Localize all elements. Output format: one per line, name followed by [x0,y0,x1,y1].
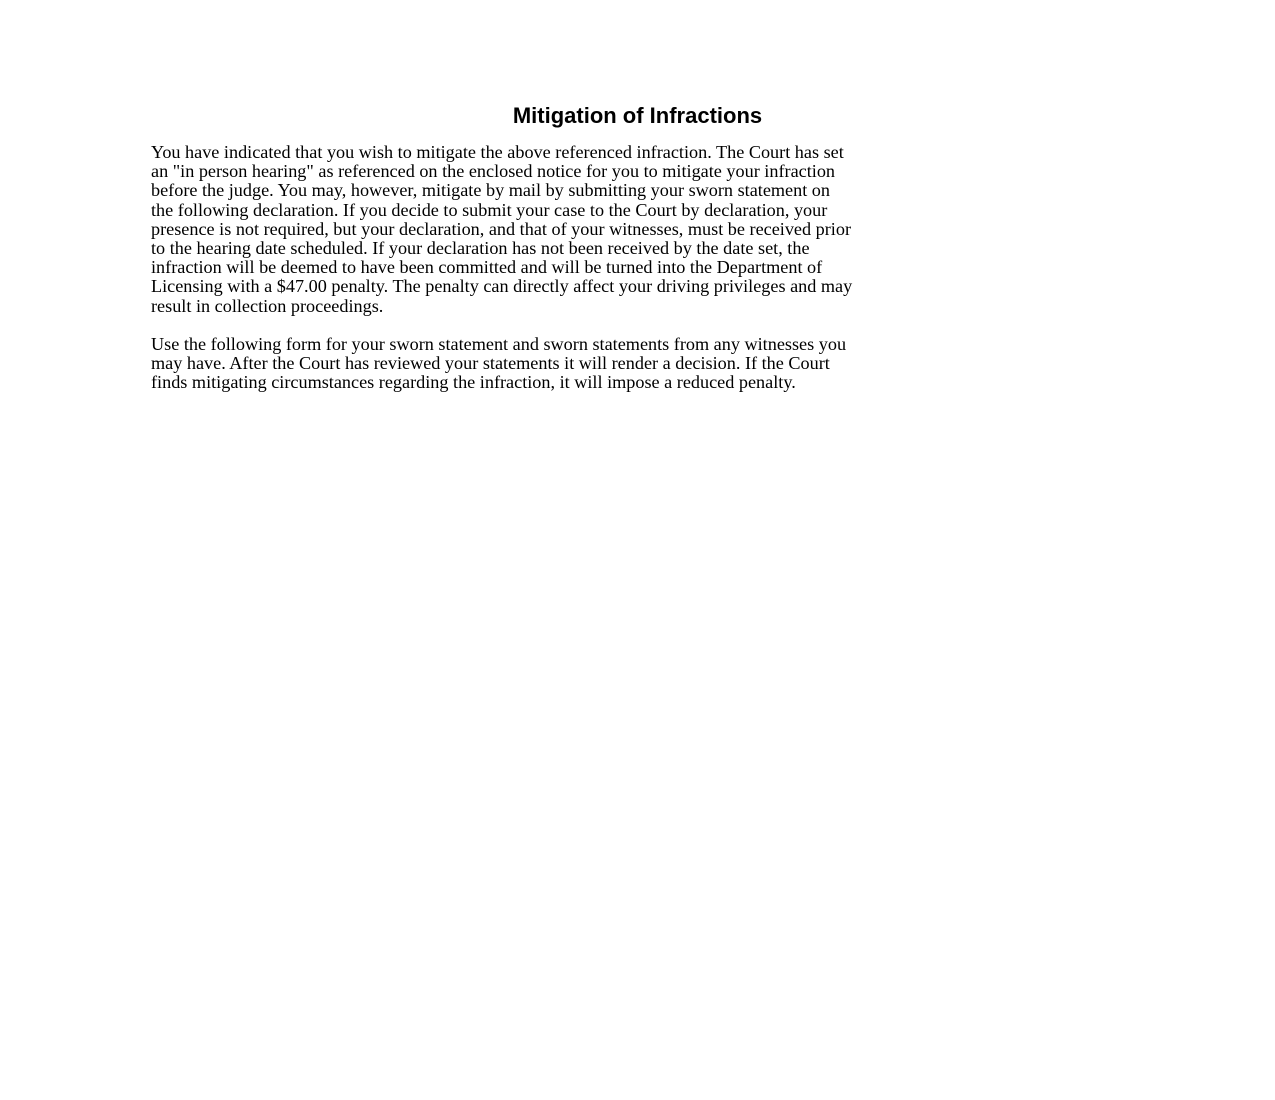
document-title: Mitigation of Infractions [512,103,763,128]
paragraph-line: result in collection proceedings. [151,295,384,316]
paragraph-line: an "in person hearing" as referenced on the enclosed notice for you to mitigate your infraction [151,161,836,182]
paragraph-sworn-statement [151,335,1141,393]
paragraph-line: presence is not required, but your declaration, and that of your witnesses, must be received prior [151,218,851,239]
paragraph-mail-mitigation [151,143,1141,316]
paragraph-line: before the judge. You may, however, mitigate by mail by submitting your sworn statement on [151,180,830,201]
paragraph-line: may have. After the Court has reviewed your statements it will render a decision. If the Court [151,353,830,374]
paragraph-line: to the hearing date scheduled. If your declaration has not been received by the date set, the [151,238,810,259]
paragraph-line: infraction will be deemed to have been committed and will be turned into the Department of [151,257,823,278]
paragraph-line: Licensing with a $47.00 penalty. The penalty can directly affect your driving privileges and may [151,276,853,297]
paragraph-line: You have indicated that you wish to mitigate the above referenced infraction. The Court has set [151,142,844,162]
paragraph-line: the following declaration. If you decide to submit your case to the Court by declaration, your [151,199,828,220]
paragraph-line: Use the following form for your sworn statement and sworn statements from any witnesses you [151,334,847,354]
paragraph-line: finds mitigating circumstances regarding the infraction, it will impose a reduced penalty. [151,372,796,393]
